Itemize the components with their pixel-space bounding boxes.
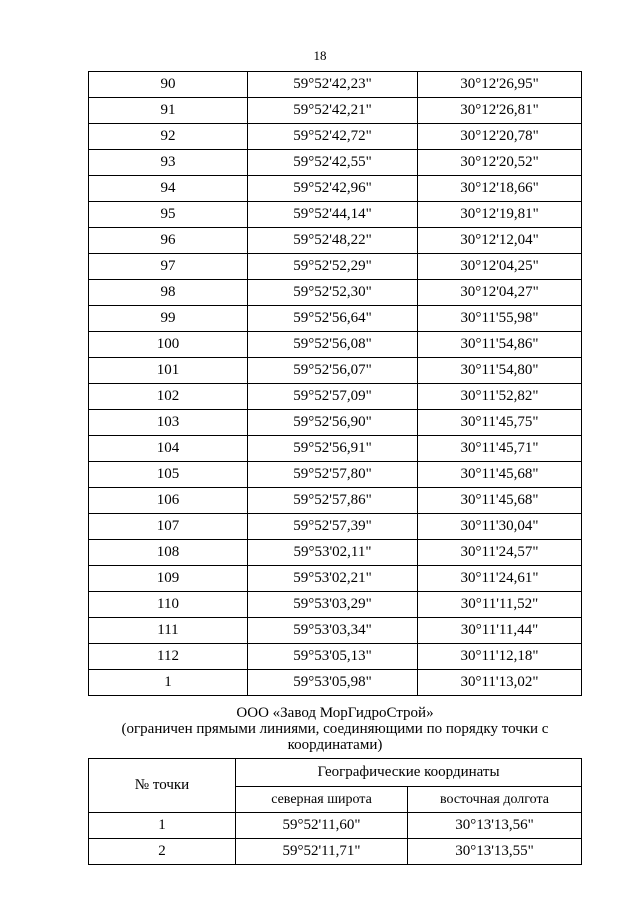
table-row xyxy=(89,98,582,124)
longitude-cell: 30°11'54,86" xyxy=(418,332,582,358)
latitude-cell: 59°52'57,09" xyxy=(248,384,418,410)
table-row xyxy=(89,332,582,358)
latitude-cell: 59°53'03,29" xyxy=(248,592,418,618)
longitude-cell: 30°11'52,82" xyxy=(418,384,582,410)
point-number-cell: 103 xyxy=(89,410,248,436)
longitude-cell: 30°11'30,04" xyxy=(418,514,582,540)
latitude-cell: 59°53'05,13" xyxy=(248,644,418,670)
table-row xyxy=(89,514,582,540)
table-row xyxy=(89,410,582,436)
longitude-cell: 30°11'45,68" xyxy=(418,488,582,514)
longitude-cell: 30°11'13,02" xyxy=(418,670,582,696)
org-name: ООО «Завод МорГидроСтрой» xyxy=(236,705,434,721)
point-number-cell: 90 xyxy=(89,72,248,98)
table-row xyxy=(89,540,582,566)
table-row xyxy=(89,813,582,839)
page-number: 18 xyxy=(313,48,327,63)
table-row xyxy=(89,566,582,592)
table-row xyxy=(89,150,582,176)
latitude-cell: 59°52'42,72" xyxy=(248,124,418,150)
latitude-cell: 59°52'56,07" xyxy=(248,358,418,384)
latitude-cell: 59°52'57,39" xyxy=(248,514,418,540)
table-row xyxy=(89,306,582,332)
point-number-cell: 100 xyxy=(89,332,248,358)
latitude-cell: 59°52'57,86" xyxy=(248,488,418,514)
table-row xyxy=(89,176,582,202)
longitude-cell: 30°11'11,52" xyxy=(418,592,582,618)
longitude-cell: 30°12'12,04" xyxy=(418,228,582,254)
longitude-cell: 30°11'45,75" xyxy=(418,410,582,436)
longitude-cell: 30°11'45,68" xyxy=(418,462,582,488)
point-number-cell: 107 xyxy=(89,514,248,540)
longitude-cell: 30°12'20,78" xyxy=(418,124,582,150)
longitude-cell: 30°11'24,61" xyxy=(418,566,582,592)
table-row xyxy=(89,280,582,306)
point-number-cell: 95 xyxy=(89,202,248,228)
latitude-cell: 59°52'44,14" xyxy=(248,202,418,228)
point-number-cell: 102 xyxy=(89,384,248,410)
table-row xyxy=(89,72,582,98)
table-row xyxy=(89,436,582,462)
point-number-cell: 99 xyxy=(89,306,248,332)
latitude-cell: 59°52'42,96" xyxy=(248,176,418,202)
coordinates-table-body xyxy=(89,72,582,696)
header-geo-coordinates: Географические координаты xyxy=(236,759,582,787)
latitude-cell: 59°52'48,22" xyxy=(248,228,418,254)
header-point-number: № точки xyxy=(89,759,236,813)
longitude-cell: 30°11'12,18" xyxy=(418,644,582,670)
table-row xyxy=(89,462,582,488)
latitude-cell: 59°52'56,91" xyxy=(248,436,418,462)
longitude-cell: 30°11'24,57" xyxy=(418,540,582,566)
point-number-cell: 92 xyxy=(89,124,248,150)
point-number-cell: 111 xyxy=(89,618,248,644)
point-number-cell: 2 xyxy=(89,839,236,865)
latitude-cell: 59°53'05,98" xyxy=(248,670,418,696)
table-row xyxy=(89,488,582,514)
point-number-cell: 1 xyxy=(89,670,248,696)
point-number-cell: 97 xyxy=(89,254,248,280)
latitude-cell: 59°52'56,08" xyxy=(248,332,418,358)
table-row xyxy=(89,592,582,618)
table-row xyxy=(89,124,582,150)
latitude-cell: 59°52'56,64" xyxy=(248,306,418,332)
longitude-cell: 30°12'20,52" xyxy=(418,150,582,176)
point-number-cell: 96 xyxy=(89,228,248,254)
point-number-cell: 110 xyxy=(89,592,248,618)
point-number-cell: 108 xyxy=(89,540,248,566)
point-number-cell: 1 xyxy=(89,813,236,839)
latitude-cell: 59°52'52,29" xyxy=(248,254,418,280)
longitude-cell: 30°12'04,27" xyxy=(418,280,582,306)
point-number-cell: 98 xyxy=(89,280,248,306)
point-number-cell: 105 xyxy=(89,462,248,488)
longitude-cell: 30°13'13,55" xyxy=(408,839,582,865)
latitude-cell: 59°52'52,30" xyxy=(248,280,418,306)
longitude-cell: 30°12'26,81" xyxy=(418,98,582,124)
point-number-cell: 91 xyxy=(89,98,248,124)
longitude-cell: 30°12'26,95" xyxy=(418,72,582,98)
latitude-cell: 59°52'11,71" xyxy=(236,839,408,865)
longitude-cell: 30°11'11,44" xyxy=(418,618,582,644)
latitude-cell: 59°52'11,60" xyxy=(236,813,408,839)
point-number-cell: 109 xyxy=(89,566,248,592)
latitude-cell: 59°53'03,34" xyxy=(248,618,418,644)
table-row xyxy=(89,384,582,410)
section-heading xyxy=(90,705,580,753)
point-number-cell: 93 xyxy=(89,150,248,176)
org-coordinates-table xyxy=(88,758,582,865)
table-row xyxy=(89,670,582,696)
point-number-cell: 112 xyxy=(89,644,248,670)
table-row xyxy=(89,618,582,644)
header-longitude: восточная долгота xyxy=(408,787,582,813)
latitude-cell: 59°52'42,21" xyxy=(248,98,418,124)
table-row xyxy=(89,839,582,865)
longitude-cell: 30°12'18,66" xyxy=(418,176,582,202)
point-number-cell: 106 xyxy=(89,488,248,514)
table-row xyxy=(89,358,582,384)
table-row xyxy=(89,644,582,670)
longitude-cell: 30°12'04,25" xyxy=(418,254,582,280)
table-row xyxy=(89,202,582,228)
point-number-cell: 104 xyxy=(89,436,248,462)
longitude-cell: 30°13'13,56" xyxy=(408,813,582,839)
boundary-note: (ограничен прямыми линиями, соединяющими по порядку точки с координатами) xyxy=(121,721,549,753)
longitude-cell: 30°12'19,81" xyxy=(418,202,582,228)
table-row xyxy=(89,228,582,254)
table-row xyxy=(89,254,582,280)
latitude-cell: 59°52'56,90" xyxy=(248,410,418,436)
header-latitude: северная широта xyxy=(236,787,408,813)
latitude-cell: 59°52'42,23" xyxy=(248,72,418,98)
org-coordinates-table-body xyxy=(89,813,582,865)
latitude-cell: 59°52'42,55" xyxy=(248,150,418,176)
latitude-cell: 59°53'02,21" xyxy=(248,566,418,592)
coordinates-table xyxy=(88,71,582,696)
longitude-cell: 30°11'54,80" xyxy=(418,358,582,384)
longitude-cell: 30°11'45,71" xyxy=(418,436,582,462)
latitude-cell: 59°52'57,80" xyxy=(248,462,418,488)
latitude-cell: 59°53'02,11" xyxy=(248,540,418,566)
point-number-cell: 101 xyxy=(89,358,248,384)
point-number-cell: 94 xyxy=(89,176,248,202)
longitude-cell: 30°11'55,98" xyxy=(418,306,582,332)
